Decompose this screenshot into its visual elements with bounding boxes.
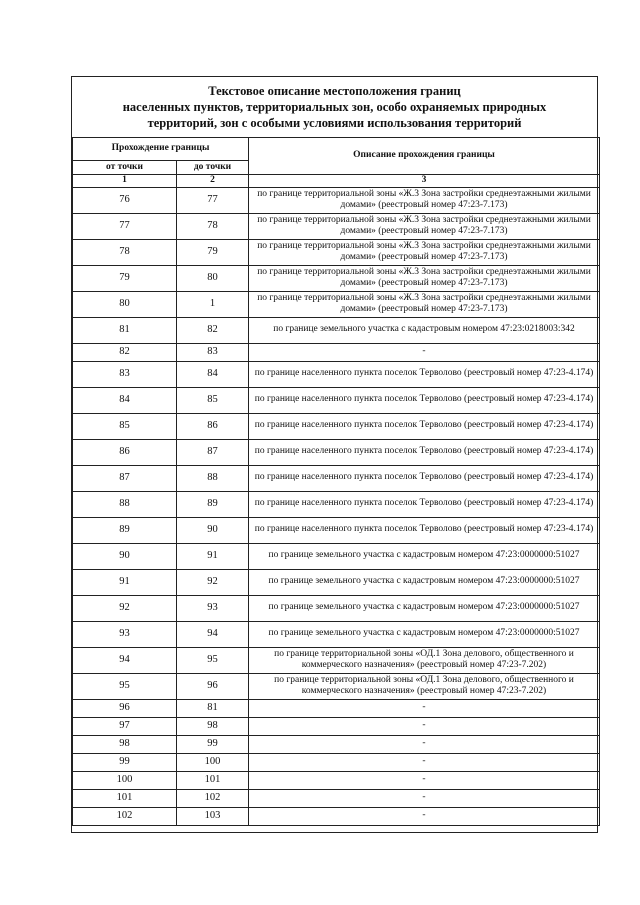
description-cell: по границе территориальной зоны «ОД.1 Зона делового, общественного и коммерческого назначения» (реестровый номер 47:23-7.202) bbox=[249, 673, 600, 699]
from-point-cell: 83 bbox=[73, 361, 177, 387]
from-point-cell: 76 bbox=[73, 187, 177, 213]
description-cell: по границе земельного участка с кадастровым номером 47:23:0000000:51027 bbox=[249, 595, 600, 621]
from-point-cell: 80 bbox=[73, 291, 177, 317]
from-point-cell: 89 bbox=[73, 517, 177, 543]
description-cell: по границе населенного пункта поселок Терволово (реестровый номер 47:23-4.174) bbox=[249, 465, 600, 491]
from-point-cell: 97 bbox=[73, 717, 177, 735]
table-row bbox=[73, 753, 600, 771]
document-title bbox=[72, 83, 597, 131]
table-row bbox=[73, 771, 600, 789]
description-cell: по границе территориальной зоны «Ж.3 Зона застройки среднеэтажными жилыми домами» (реестровый номер 47:23-7.173) bbox=[249, 265, 600, 291]
to-point-cell: 98 bbox=[177, 717, 249, 735]
table-row bbox=[73, 413, 600, 439]
header-passage: Прохождение границы bbox=[73, 138, 249, 161]
from-point-cell: 79 bbox=[73, 265, 177, 291]
description-cell: по границе населенного пункта поселок Терволово (реестровый номер 47:23-4.174) bbox=[249, 413, 600, 439]
to-point-cell: 99 bbox=[177, 735, 249, 753]
from-point-cell: 78 bbox=[73, 239, 177, 265]
table-row bbox=[73, 465, 600, 491]
table-row bbox=[73, 491, 600, 517]
table-row bbox=[73, 387, 600, 413]
description-cell: по границе населенного пункта поселок Терволово (реестровый номер 47:23-4.174) bbox=[249, 439, 600, 465]
table-row bbox=[73, 265, 600, 291]
description-cell: - bbox=[249, 735, 600, 753]
from-point-cell: 102 bbox=[73, 807, 177, 825]
from-point-cell: 101 bbox=[73, 789, 177, 807]
description-cell: - bbox=[249, 807, 600, 825]
to-point-cell: 83 bbox=[177, 343, 249, 361]
description-cell: по границе населенного пункта поселок Терволово (реестровый номер 47:23-4.174) bbox=[249, 517, 600, 543]
table-row bbox=[73, 291, 600, 317]
table-row bbox=[73, 699, 600, 717]
from-point-cell: 87 bbox=[73, 465, 177, 491]
header-description: Описание прохождения границы bbox=[249, 138, 600, 175]
from-point-cell: 90 bbox=[73, 543, 177, 569]
to-point-cell: 90 bbox=[177, 517, 249, 543]
table-row bbox=[73, 213, 600, 239]
description-cell: по границе земельного участка с кадастровым номером 47:23:0000000:51027 bbox=[249, 543, 600, 569]
description-cell: по границе населенного пункта поселок Терволово (реестровый номер 47:23-4.174) bbox=[249, 387, 600, 413]
description-cell: по границе земельного участка с кадастровым номером 47:23:0218003:342 bbox=[249, 317, 600, 343]
description-cell: - bbox=[249, 771, 600, 789]
table-row bbox=[73, 569, 600, 595]
table-row bbox=[73, 807, 600, 825]
from-point-cell: 92 bbox=[73, 595, 177, 621]
header-col-2: 2 bbox=[177, 175, 249, 188]
from-point-cell: 85 bbox=[73, 413, 177, 439]
to-point-cell: 93 bbox=[177, 595, 249, 621]
description-cell: - bbox=[249, 343, 600, 361]
table-row bbox=[73, 647, 600, 673]
boundary-table bbox=[72, 137, 600, 826]
header-col-1: 1 bbox=[73, 175, 177, 188]
description-cell: по границе территориальной зоны «ОД.1 Зона делового, общественного и коммерческого назначения» (реестровый номер 47:23-7.202) bbox=[249, 647, 600, 673]
table-row bbox=[73, 789, 600, 807]
to-point-cell: 94 bbox=[177, 621, 249, 647]
to-point-cell: 89 bbox=[177, 491, 249, 517]
table-row bbox=[73, 717, 600, 735]
to-point-cell: 81 bbox=[177, 699, 249, 717]
from-point-cell: 91 bbox=[73, 569, 177, 595]
to-point-cell: 103 bbox=[177, 807, 249, 825]
from-point-cell: 95 bbox=[73, 673, 177, 699]
title-line-1: Текстовое описание местоположения границ bbox=[208, 84, 461, 98]
from-point-cell: 82 bbox=[73, 343, 177, 361]
table-row bbox=[73, 517, 600, 543]
to-point-cell: 102 bbox=[177, 789, 249, 807]
table-row bbox=[73, 439, 600, 465]
description-cell: - bbox=[249, 789, 600, 807]
header-from: от точки bbox=[73, 161, 177, 175]
description-cell: по границе земельного участка с кадастровым номером 47:23:0000000:51027 bbox=[249, 569, 600, 595]
from-point-cell: 77 bbox=[73, 213, 177, 239]
to-point-cell: 96 bbox=[177, 673, 249, 699]
from-point-cell: 94 bbox=[73, 647, 177, 673]
description-cell: по границе населенного пункта поселок Терволово (реестровый номер 47:23-4.174) bbox=[249, 361, 600, 387]
from-point-cell: 96 bbox=[73, 699, 177, 717]
table-row bbox=[73, 317, 600, 343]
to-point-cell: 77 bbox=[177, 187, 249, 213]
to-point-cell: 1 bbox=[177, 291, 249, 317]
from-point-cell: 86 bbox=[73, 439, 177, 465]
description-cell: по границе населенного пункта поселок Терволово (реестровый номер 47:23-4.174) bbox=[249, 491, 600, 517]
table-row bbox=[73, 187, 600, 213]
table-row bbox=[73, 673, 600, 699]
to-point-cell: 84 bbox=[177, 361, 249, 387]
description-cell: - bbox=[249, 717, 600, 735]
document-frame bbox=[71, 76, 598, 833]
from-point-cell: 98 bbox=[73, 735, 177, 753]
table-row bbox=[73, 735, 600, 753]
from-point-cell: 100 bbox=[73, 771, 177, 789]
to-point-cell: 85 bbox=[177, 387, 249, 413]
table-row bbox=[73, 361, 600, 387]
to-point-cell: 88 bbox=[177, 465, 249, 491]
to-point-cell: 91 bbox=[177, 543, 249, 569]
table-row bbox=[73, 543, 600, 569]
from-point-cell: 99 bbox=[73, 753, 177, 771]
to-point-cell: 100 bbox=[177, 753, 249, 771]
header-to: до точки bbox=[177, 161, 249, 175]
to-point-cell: 79 bbox=[177, 239, 249, 265]
to-point-cell: 87 bbox=[177, 439, 249, 465]
from-point-cell: 84 bbox=[73, 387, 177, 413]
to-point-cell: 86 bbox=[177, 413, 249, 439]
to-point-cell: 80 bbox=[177, 265, 249, 291]
to-point-cell: 101 bbox=[177, 771, 249, 789]
to-point-cell: 92 bbox=[177, 569, 249, 595]
table-row bbox=[73, 595, 600, 621]
from-point-cell: 93 bbox=[73, 621, 177, 647]
table-row bbox=[73, 343, 600, 361]
from-point-cell: 81 bbox=[73, 317, 177, 343]
description-cell: по границе территориальной зоны «Ж.3 Зона застройки среднеэтажными жилыми домами» (реестровый номер 47:23-7.173) bbox=[249, 213, 600, 239]
to-point-cell: 95 bbox=[177, 647, 249, 673]
title-line-3: территорий, зон с особыми условиями использования территорий bbox=[147, 116, 522, 130]
to-point-cell: 82 bbox=[177, 317, 249, 343]
description-cell: по границе земельного участка с кадастровым номером 47:23:0000000:51027 bbox=[249, 621, 600, 647]
description-cell: - bbox=[249, 699, 600, 717]
description-cell: - bbox=[249, 753, 600, 771]
header-col-3: 3 bbox=[249, 175, 600, 188]
title-line-2: населенных пунктов, территориальных зон, особо охраняемых природных bbox=[122, 100, 547, 114]
table-row bbox=[73, 239, 600, 265]
to-point-cell: 78 bbox=[177, 213, 249, 239]
table-row bbox=[73, 621, 600, 647]
description-cell: по границе территориальной зоны «Ж.3 Зона застройки среднеэтажными жилыми домами» (реестровый номер 47:23-7.173) bbox=[249, 187, 600, 213]
from-point-cell: 88 bbox=[73, 491, 177, 517]
description-cell: по границе территориальной зоны «Ж.3 Зона застройки среднеэтажными жилыми домами» (реестровый номер 47:23-7.173) bbox=[249, 239, 600, 265]
description-cell: по границе территориальной зоны «Ж.3 Зона застройки среднеэтажными жилыми домами» (реестровый номер 47:23-7.173) bbox=[249, 291, 600, 317]
